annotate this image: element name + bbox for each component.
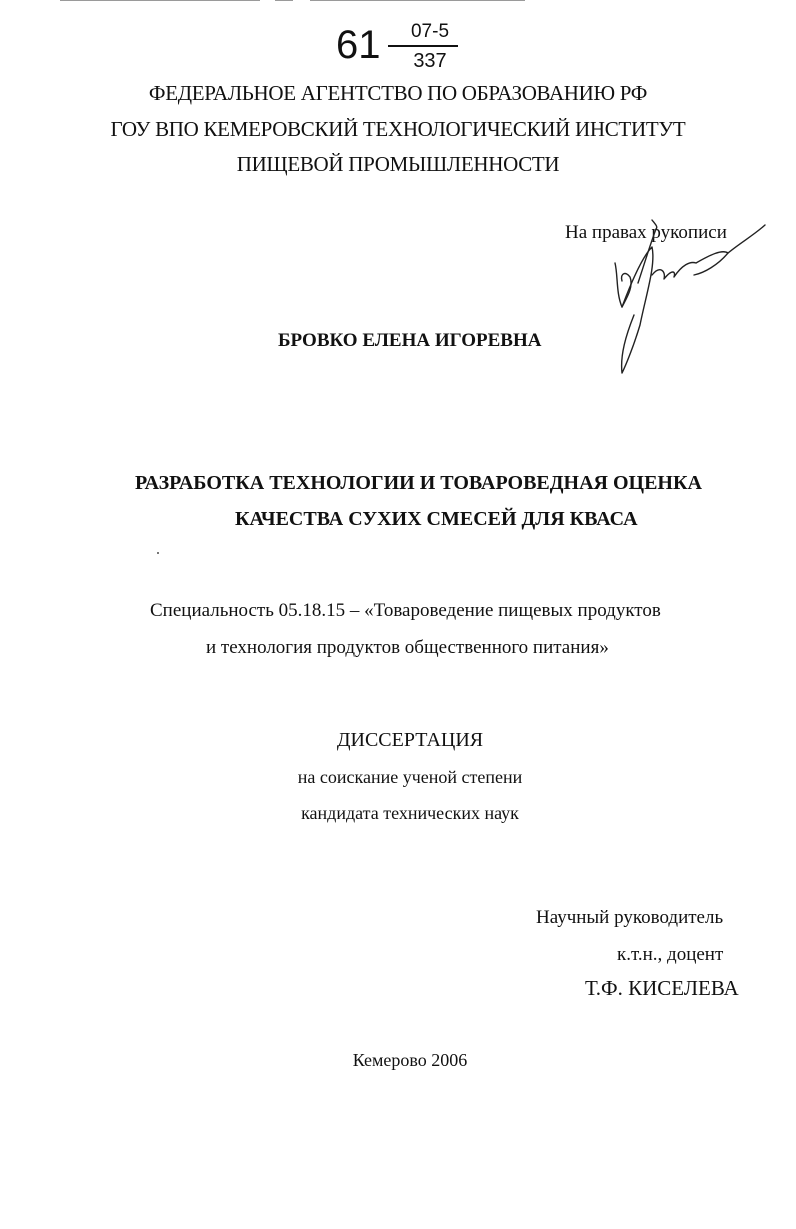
scan-edge-line xyxy=(310,0,525,1)
supervisor-degree: к.т.н., доцент xyxy=(617,944,724,965)
dissertation-degree-line-1: на соискание ученой степени xyxy=(297,767,523,787)
rights-note: На правах рукописи xyxy=(565,222,727,243)
header-institute-cont: ПИЩЕВОЙ ПРОМЫШЛЕННОСТИ xyxy=(236,152,560,176)
specialty-line-2: и технология продуктов общественного питания» xyxy=(206,637,609,658)
supervisor-name: Т.Ф. КИСЕЛЕВА xyxy=(585,976,739,1000)
scan-speck xyxy=(157,552,159,554)
author-name: БРОВКО ЕЛЕНА ИГОРЕВНА xyxy=(278,330,542,351)
stamp-fraction-bar xyxy=(388,45,458,47)
specialty-line-1: Специальность 05.18.15 – «Товароведение пищевых продуктов xyxy=(150,600,661,621)
title-line-2: КАЧЕСТВА СУХИХ СМЕСЕЙ ДЛЯ КВАСА xyxy=(235,508,638,530)
handwritten-signature xyxy=(560,215,780,385)
place-year: Кемерово 2006 xyxy=(352,1050,468,1070)
stamp-numerator: 07-5 xyxy=(410,21,450,42)
header-institute: ГОУ ВПО КЕМЕРОВСКИЙ ТЕХНОЛОГИЧЕСКИЙ ИНСТИТУТ xyxy=(110,117,686,141)
dissertation-heading: ДИССЕРТАЦИЯ xyxy=(336,729,484,751)
header-agency: ФЕДЕРАЛЬНОЕ АГЕНТСТВО ПО ОБРАЗОВАНИЮ РФ xyxy=(148,81,648,105)
title-line-1: РАЗРАБОТКА ТЕХНОЛОГИИ И ТОВАРОВЕДНАЯ ОЦЕНКА xyxy=(135,472,702,494)
registration-stamp xyxy=(336,20,466,80)
scan-edge-line xyxy=(275,0,293,1)
dissertation-degree-line-2: кандидата технических наук xyxy=(301,803,519,823)
stamp-number: 61 xyxy=(336,23,381,67)
scan-edge-line xyxy=(60,0,260,1)
supervisor-role: Научный руководитель xyxy=(536,907,724,928)
stamp-denominator: 337 xyxy=(413,50,447,72)
